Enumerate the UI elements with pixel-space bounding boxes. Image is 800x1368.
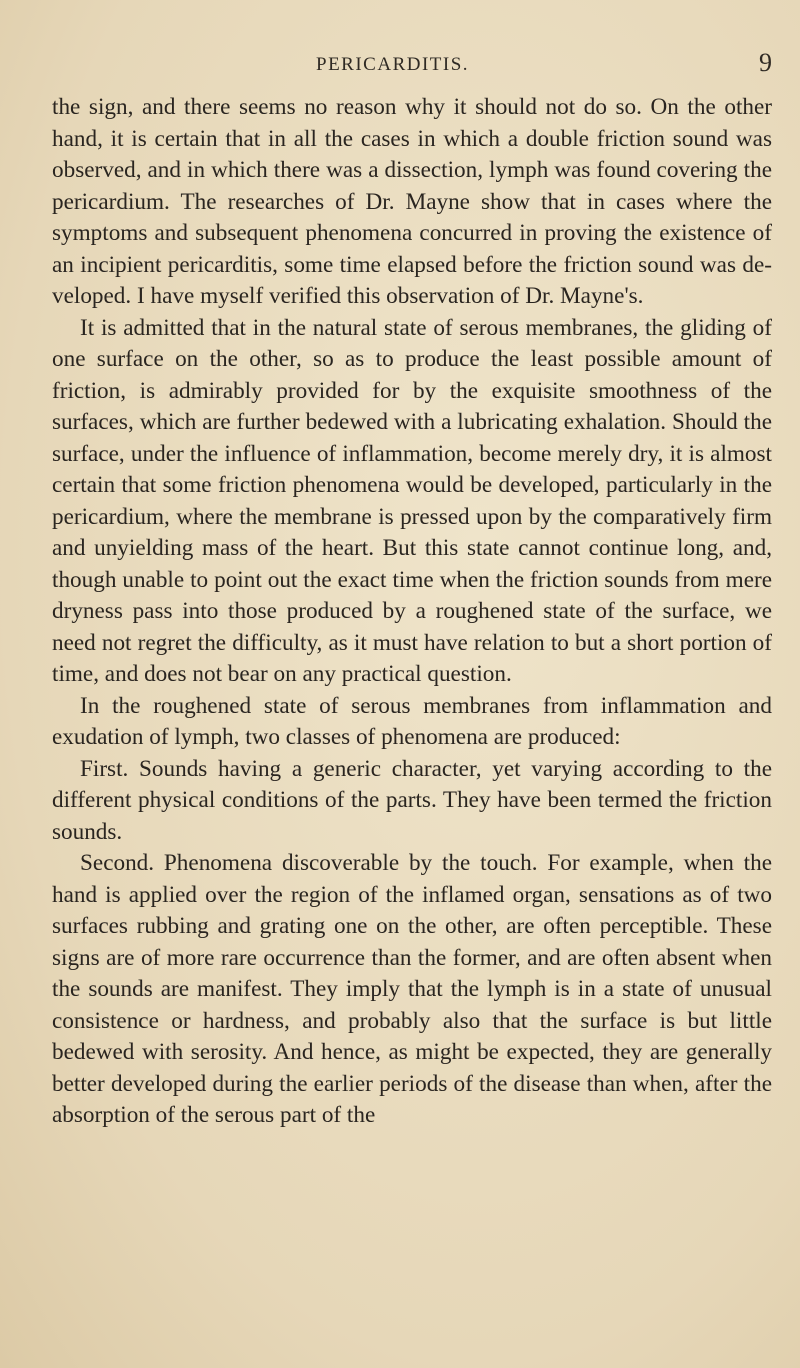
paragraph-continuation: the sign, and there seems no reason why it should not do so. On the other hand, it is certain that in all the cases in which a double friction sound was observed, and in which there was a dissection, lymph was found covering the pericardium. The researches of Dr. Mayne show that in cases where the symptoms and subsequent phenomena concurred in proving the existence of an incipient pericarditis, some time elapsed before the friction sound was developed. I have myself verified this observation of Dr. Mayne's.: [52, 94, 772, 309]
paragraph-first: First. Sounds having a generic character, yet varying according to the different physical conditions of the parts. They have been termed the friction sounds.: [52, 755, 772, 845]
paragraph-roughened-state: In the roughened state of serous membranes from inflammation and exudation of lymph, two classes of phenomena are produced:: [52, 692, 772, 750]
running-title: PERICARDITIS.: [316, 54, 470, 75]
body-text: [52, 92, 772, 1132]
book-page: [52, 0, 772, 1368]
paragraph-second: Second. Phenomena discoverable by the touch. For example, when the hand is applied over the region of the inflamed organ, sensations as of two surfaces rubbing and grating one on the other, are often perceptible. These signs are of more rare occurrence than the former, and are often absent when the sounds are manifest. They imply that the lymph is in a state of unusual consistence or hardness, and probably also that the surface is but little bedewed with serosity. And hence, as might be expected, they are generally better developed during the earlier periods of the disease than when, after the absorption of the serous part of the: [52, 850, 772, 1128]
page-number: 9: [759, 48, 772, 77]
running-head: [52, 50, 772, 80]
paragraph-serous-membranes: It is admitted that in the natural state of serous membranes, the gliding of one surface on the other, so as to produce the least possible amount of friction, is admirably provided for by the exquisite smoothness of the surfaces, which are further bedewed with a lubricating exhalation. Should the surface, under the influence of inflammation, become merely dry, it is almost certain that some friction phenomena would be developed, particularly in the pericardium, where the membrane is pressed upon by the comparatively firm and unyielding mass of the heart. But this state cannot continue long, and, though unable to point out the exact time when the friction sounds from mere dryness pass into those produced by a roughened state of the surface, we need not regret the difficulty, as it must have relation to but a short portion of time, and does not bear on any practical question.: [52, 314, 772, 687]
